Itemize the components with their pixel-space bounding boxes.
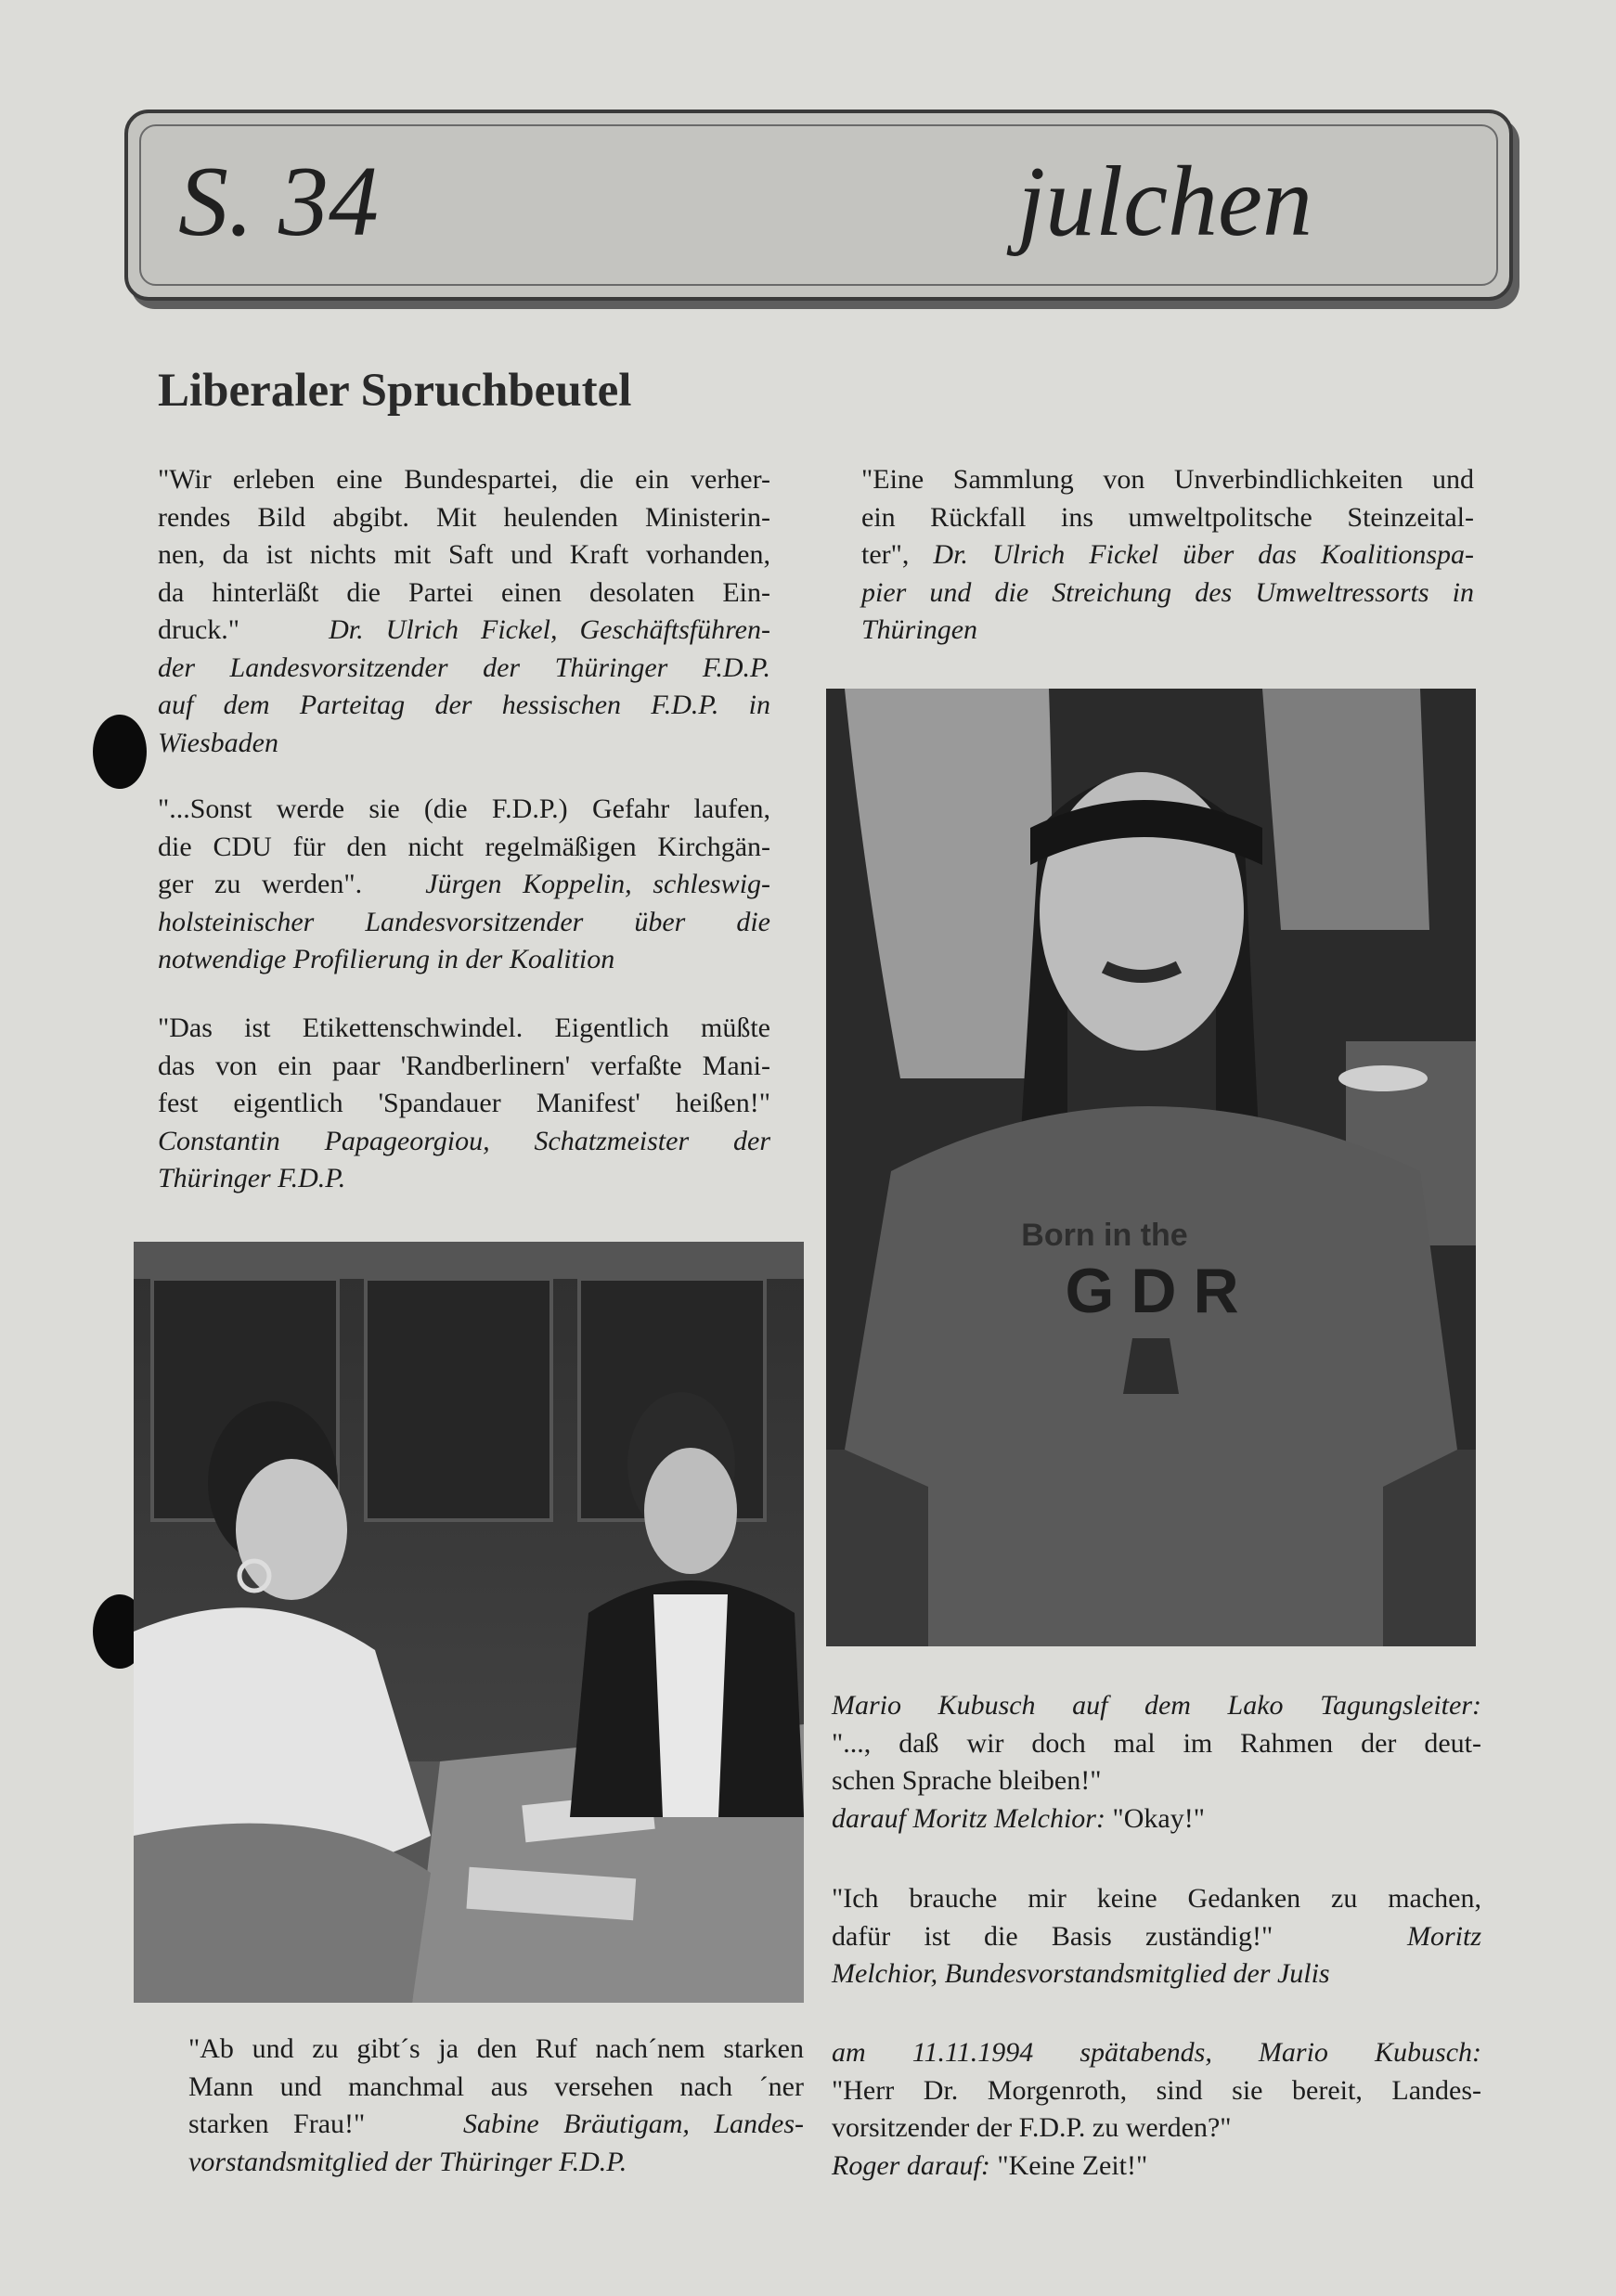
dialogue-line: vorsitzender der F.D.P. zu werden?"	[832, 2112, 1232, 2143]
article-headline: Liberaler Spruchbeutel	[158, 365, 632, 417]
quote-line: "Ich brauche mir keine Gedanken zu machen,	[832, 1883, 1481, 1914]
dialogue-line: schen Sprache bleiben!"	[832, 1765, 1102, 1796]
quote-line: starken Frau!"	[188, 2109, 366, 2139]
quote-line: "...Sonst werde sie (die F.D.P.) Gefahr laufen,	[158, 793, 770, 824]
photo-man	[826, 689, 1476, 1646]
photo-man-gdr-shirt	[826, 689, 1476, 1646]
quote-attribution: notwendige Profilierung in der Koalition	[158, 944, 615, 974]
quote-attribution: der Landesvorsitzender der Thüringer F.D.P.	[158, 651, 770, 683]
quote-attribution: Thüringen	[861, 614, 978, 645]
quote-fickel-1	[158, 461, 770, 762]
quote-koppelin	[158, 791, 770, 979]
quote-attribution: Wiesbaden	[158, 727, 278, 758]
quote-attribution: auf dem Parteitag der hessischen F.D.P. in	[158, 690, 770, 720]
quote-line: ter",	[861, 539, 910, 570]
quote-line: Mann und manchmal aus versehen nach ´ner	[188, 2070, 804, 2102]
dialogue-intro: am 11.11.1994 spätabends, Mario Kubusch:	[832, 2037, 1481, 2068]
quote-attribution: Melchior, Bundesvorstandsmitglied der Julis	[832, 1958, 1330, 1989]
photo-meeting	[134, 1242, 804, 2003]
quote-line: nen, da ist nichts mit Saft und Kraft vorhanden,	[158, 539, 770, 570]
photo-two-women-at-table	[134, 1242, 804, 2003]
quote-line: "Das ist Etikettenschwindel. Eigentlich müßte	[158, 1013, 770, 1043]
quote-line: "Ab und zu gibt´s ja den Ruf nach´nem starken	[188, 2033, 804, 2064]
quote-line: ein Rückfall ins umweltpolitsche Steinzeital-	[861, 501, 1474, 533]
dialogue-kubusch-roger	[832, 2034, 1481, 2185]
quote-braeutigam	[188, 2031, 804, 2181]
shirt-small-text: Born in the	[1021, 1218, 1188, 1253]
dialogue-reply: "Okay!"	[1112, 1802, 1205, 1834]
dialogue-reply: "Keine Zeit!"	[997, 2149, 1148, 2181]
punch-hole-top	[93, 715, 147, 789]
quote-attribution: vorstandsmitglied der Thüringer F.D.P.	[188, 2146, 627, 2177]
shirt-gdr-text: GDR	[1065, 1256, 1256, 1326]
dialogue-speaker: darauf Moritz Melchior:	[832, 1802, 1105, 1834]
dialogue-line: "Herr Dr. Morgenroth, sind sie bereit, Landes-	[832, 2074, 1481, 2106]
quote-line: da hinterläßt die Partei einen desolaten Ein-	[158, 576, 770, 608]
dialogue-speaker: Roger darauf:	[832, 2149, 990, 2181]
quote-fickel-2	[861, 461, 1474, 650]
quote-papageorgiou	[158, 1010, 770, 1198]
quote-attribution: Moritz	[1406, 1920, 1481, 1952]
page-number: S. 34	[178, 147, 379, 257]
quote-attribution: pier und die Streichung des Umweltressorts in	[861, 576, 1474, 608]
quote-melchior	[832, 1880, 1481, 1993]
quote-line: das von ein paar 'Randberlinern' verfaßte Mani-	[158, 1050, 770, 1081]
quote-attribution: Jürgen Koppelin, schleswig-	[425, 869, 771, 899]
quote-line: "Eine Sammlung von Unverbindlichkeiten und	[861, 464, 1474, 495]
quote-line: druck."	[158, 614, 240, 645]
magazine-title: julchen	[1017, 147, 1312, 257]
quote-line: die CDU für den nicht regelmäßigen Kirchgän-	[158, 831, 770, 862]
quote-line: dafür ist die Basis zuständig!"	[832, 1920, 1273, 1952]
quote-line: rendes Bild abgibt. Mit heulenden Ministerin-	[158, 501, 770, 533]
quote-line: ger zu werden".	[158, 869, 363, 899]
quote-attribution: Dr. Ulrich Fickel, Geschäftsführen-	[329, 614, 770, 645]
quote-line: fest eigentlich 'Spandauer Manifest' heißen!"	[158, 1088, 770, 1118]
quote-attribution: Constantin Papageorgiou, Schatzmeister der	[158, 1125, 770, 1156]
quote-line: "Wir erleben eine Bundespartei, die ein verher-	[158, 464, 770, 495]
page-header	[124, 110, 1513, 301]
quote-attribution: Sabine Bräutigam, Landes-	[463, 2109, 805, 2139]
dialogue-kubusch-melchior	[832, 1687, 1481, 1838]
quote-attribution: Dr. Ulrich Fickel über das Koalitionspa-	[933, 539, 1474, 570]
dialogue-line: "..., daß wir doch mal im Rahmen der deut-	[832, 1727, 1481, 1759]
quote-attribution: holsteinischer Landesvorsitzender über die	[158, 906, 770, 937]
quote-attribution: Thüringer F.D.P.	[158, 1163, 346, 1193]
dialogue-intro: Mario Kubusch auf dem Lako Tagungsleiter:	[832, 1690, 1481, 1721]
